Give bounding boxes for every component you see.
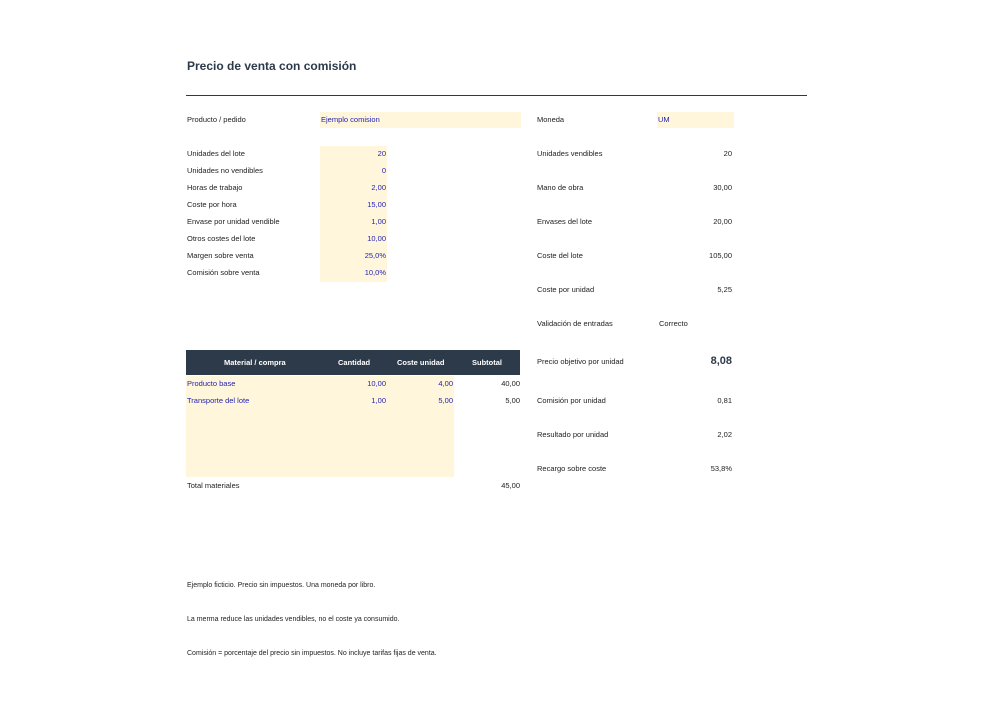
unidades-vendibles-value: 20 [723,149,732,158]
coste-hora-input[interactable]: 15,00 [367,200,386,209]
material-unit-cost-input[interactable]: 4,00 [438,379,453,388]
precio-objetivo-value: 8,08 [710,355,732,367]
recargo-coste-label: Recargo sobre coste [537,464,607,473]
unidades-lote-label: Unidades del lote [187,149,245,158]
envases-lote-value: 20,00 [713,217,732,226]
comision-venta-label: Comisión sobre venta [187,268,260,277]
coste-unidad-value: 5,25 [717,285,732,294]
material-name-input[interactable]: Transporte del lote [187,396,250,405]
moneda-input[interactable]: UM [657,112,734,128]
margen-venta-input[interactable]: 25,0% [364,251,386,260]
producto-label: Producto / pedido [187,115,246,124]
horas-trabajo-input[interactable]: 2,00 [371,183,386,192]
comision-venta-input[interactable]: 10,0% [364,268,386,277]
mano-obra-label: Mano de obra [537,183,584,192]
envases-lote-label: Envases del lote [537,217,593,226]
material-unit-cost-input[interactable]: 5,00 [438,396,453,405]
horas-trabajo-label: Horas de trabajo [187,183,243,192]
material-qty-input[interactable]: 10,00 [367,379,386,388]
envase-unidad-input[interactable]: 1,00 [371,217,386,226]
header-material: Material / compra [224,358,286,367]
note-1: Ejemplo ficticio. Precio sin impuestos. Una moneda por libro. [187,582,376,589]
header-subtotal: Subtotal [472,358,502,367]
total-materiales-value: 45,00 [501,481,520,490]
material-name-input[interactable]: Producto base [187,379,236,388]
materials-input-area[interactable] [186,376,454,477]
otros-costes-label: Otros costes del lote [187,234,256,243]
resultado-unidad-value: 2,02 [717,430,732,439]
otros-costes-input[interactable]: 10,00 [367,234,386,243]
precio-objetivo-label: Precio objetivo por unidad [537,357,624,366]
header-coste-unidad: Coste unidad [397,358,445,367]
recargo-coste-value: 53,8% [710,464,732,473]
materials-table-header [186,350,520,375]
header-cantidad: Cantidad [338,358,371,367]
title-divider [186,95,807,96]
note-3: Comisión = porcentaje del precio sin impuestos. No incluye tarifas fijas de venta. [187,650,437,657]
unidades-no-vendibles-label: Unidades no vendibles [187,166,263,175]
unidades-lote-input[interactable]: 20 [377,149,386,158]
material-qty-input[interactable]: 1,00 [371,396,386,405]
material-subtotal: 5,00 [505,396,520,405]
coste-lote-value: 105,00 [709,251,732,260]
envase-unidad-label: Envase por unidad vendible [187,217,280,226]
page-title: Precio de venta con comisión [187,59,357,73]
producto-input[interactable]: Ejemplo comision [320,112,521,128]
comision-unidad-value: 0,81 [717,396,732,405]
coste-lote-label: Coste del lote [537,251,583,260]
mano-obra-value: 30,00 [713,183,732,192]
margen-venta-label: Margen sobre venta [187,251,254,260]
validacion-value: Correcto [659,319,688,328]
unidades-no-vendibles-input[interactable]: 0 [381,166,386,175]
coste-unidad-label: Coste por unidad [537,285,595,294]
material-subtotal: 40,00 [501,379,520,388]
validacion-label: Validación de entradas [537,319,613,328]
note-2: La merma reduce las unidades vendibles, no el coste ya consumido. [187,616,400,623]
coste-hora-label: Coste por hora [187,200,237,209]
total-materiales-label: Total materiales [187,481,240,490]
unidades-vendibles-label: Unidades vendibles [537,149,603,158]
moneda-label: Moneda [537,115,565,124]
comision-unidad-label: Comisión por unidad [537,396,606,405]
resultado-unidad-label: Resultado por unidad [537,430,609,439]
